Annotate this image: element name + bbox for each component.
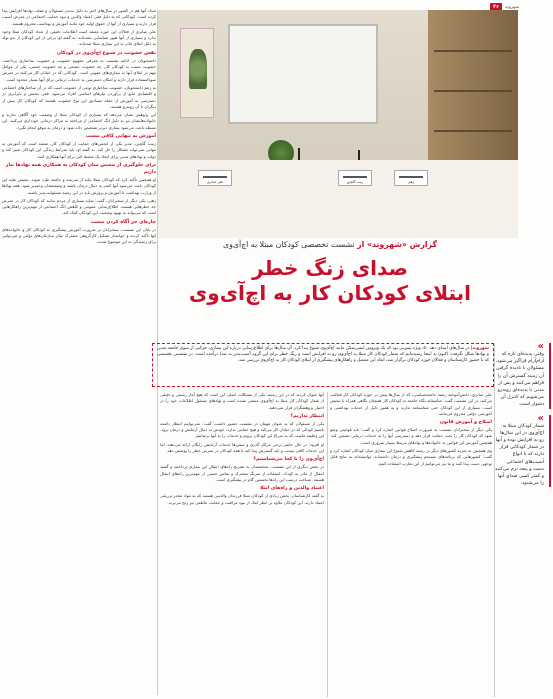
- subheading: چاره‌ای جز آگاه کردن نیست: [90, 219, 156, 225]
- pull-quote-sidebar: [495, 343, 551, 699]
- paragraph: آنها عنوان کردند که در این زمینه، یکی از مشکلات اصلی این است که هیچ آمار رسمی و دقیقی از شمار کودکان کار مبتلا به اچ‌آی‌وی منتشر نشده است و نهادهای مسئول اطلاعات خود را در اختیار پژوهشگران قرار نمی‌دهند.: [160, 392, 324, 410]
- paragraph: تعداد آنها هم در کشور در سال‌های اخیر به دلیل ندیدن مسئولان و غفلت نهادها افزایش پیدا کرده است. کودکانی که به دلیل فقر، اعتیاد والدین و نبود حمایت اجتماعی در معرض آسیب قرار دارند و بسیاری از آنها از حقوق اولیه خود مانند آموزش و بهداشت محروم هستند.: [2, 8, 156, 26]
- paragraph: به گفته کارشناسان، بخش زیادی از کودکان مبتلا فرزندان والدینی هستند که به مواد مخدر تزریقی اعتیاد دارند. این کودکان علاوه بر خطر ابتلا، از نبود مراقبت و حمایت عاطفی نیز رنج می‌برند.: [160, 493, 324, 505]
- headline-line2: ابتلای کودکان کار به اچ‌آی‌وی: [188, 281, 472, 305]
- subheading: انتظار نداریم؟: [290, 413, 324, 419]
- emblem-icon: [189, 49, 207, 89]
- paragraph: علی صابری، دانش‌آموخته رشته جامعه‌شناسی، که از سال‌ها پیش در حوزه کودکان کار فعالیت می‌کند، در این نشست گفت: متأسفانه نگاه جامعه به کودکان کار همچنان نگاهی همراه با تبعیض است. بسیاری از این کودکان حتی شناسنامه ندارند و به همین دلیل از خدمات بهداشتی و آموزشی دولتی محروم می‌مانند.: [330, 392, 492, 416]
- left-column: [2, 8, 156, 699]
- paragraph: در بخش دیگری از این نشست، متخصصان به تشریح راه‌های انتقال این بیماری پرداختند و گفتند انتقال از مادر به کودک، استفاده از سرنگ مشترک و تماس جنسی از مهم‌ترین راه‌های انتقال هستند. شناخت درست این راه‌ها نخستین گام در پیشگیری است.: [160, 464, 324, 482]
- subheading: آموزش به تنهایی کافی نیست: [85, 134, 156, 140]
- paragraph: وی همچنین به تجربه کشورهای دیگر در زمینه کاهش شیوع این بیماری میان کودکان اشاره کرد و گفت: کشورهایی که برنامه‌های منسجم پیشگیری و درمان داشته‌اند، توانسته‌اند به نتایج قابل توجهی دست پیدا کنند و ما نیز می‌توانیم از این تجارب استفاده کنیم.: [330, 448, 492, 466]
- kicker: گزارش «شهروند» از نشست تخصصی کودکان مبتلا به اچ‌آی‌وی: [222, 240, 437, 249]
- paragraph: او افزود: در حال حاضر برخی مراکز گذری و سمن‌ها خدمات آزمایش رایگان ارائه می‌دهند، اما این خدمات کافی نیست و باید گسترش پیدا کند تا همه کودکان در معرض خطر را پوشش دهد.: [160, 441, 324, 454]
- subheading: برای جلوگیری از تبعیض میان کودکان به همکاری همه نهادها نیاز داریم: [5, 162, 156, 175]
- right-column: [330, 392, 492, 697]
- subheading: اچ‌آی‌وی را تا کجا می‌شناسیم؟: [253, 457, 324, 463]
- pull-quote: » وقتی پدیده‌ای تازه که آرام‌آرام فراگیر می‌شود، مسئولان با نادیده گرفتن آن زمینه گسترش آن را فراهم می‌کنند و پس از مدتی با پدیده‌ای روبه‌رو می‌شویم که کنترل آن دشوار است.: [495, 343, 551, 409]
- namecard-middle: زینب گلچین: [338, 170, 372, 186]
- subheading: نقش خشونت در شیوع اچ‌آی‌وی در کودکان: [56, 50, 156, 56]
- quote-mark-icon: »: [537, 412, 544, 424]
- quote-mark-icon: »: [537, 341, 544, 352]
- article-lead: شهروند| در سال‌های ابتدای دهه ۵۰، ویژه پیتیرنی بود که یک ویروس ایمنی‌شکن مانند اچ‌آی‌وی شیوع پیدا کرد. آن سال‌ها برای اطلاع‌رسانی درباره این بیماری، حرکتی از سوی جامعه مدنی و نهادها شکل نگرفت. اکنون به اینجا رسیده‌ایم که شمار کودکان کار مبتلا به اچ‌آی‌وی رو به افزایش است و زنگ خطر برای این گروه آسیب‌پذیر به صدا درآمده است. در نشستی تخصصی که با حضور کارشناسان و فعالان حوزه کودکان برگزار شد، ابعاد این معضل و راهکارهای پیشگیری از ابتلای کودکان کار به اچ‌آی‌وی بررسی شد.: [152, 343, 494, 387]
- pull-quote: » شمار کودکان مبتلا به اچ‌آی‌وی در این سال‌ها رو به افزایش بوده و آنها در شمار کودکانی قرار دارند که با انواع آسیب‌های اجتماعی دست و پنجه نرم می‌کنند و کمتر کسی صدای آنها را می‌شنود.: [495, 415, 551, 488]
- paragraph: او همچنین تأکید کرد که کودکان مبتلا نباید از مدرسه و جامعه طرد شوند. تبعیض علیه این کودکان باعث می‌شود آنها کمتر به دنبال درمان باشند و وضعیتشان وخیم‌تر شود. همه نهادها از وزارت بهداشت تا آموزش و پرورش باید در این زمینه مسئولیت‌پذیر باشند.: [2, 176, 156, 195]
- paragraph: زینب گلچین، مدیر یکی از انجمن‌های حمایت از کودکان کار، معتقد است که آموزش به تنهایی نمی‌تواند مشکل را حل کند. به گفته او، باید شرایط زندگی این کودکان تغییر کند و دولت و نهادهای مدنی برای ایجاد یک محیط امن برای آنها همکاری کنند.: [2, 141, 156, 159]
- namecard-left: علی صابری: [198, 170, 232, 186]
- paragraph: این پژوهش نشان می‌دهد که بسیاری از کودکان مبتلا از وضعیت خود آگاهی ندارند و خانواده‌هایشان نیز به دلیل انگ اجتماعی از مراجعه به مراکز درمانی خودداری می‌کنند. این مسئله باعث می‌شود بیماری دیرتر تشخیص داده شود و درمان به موقع انجام نگیرد.: [2, 112, 156, 130]
- namecard-right: رهبر: [394, 170, 428, 186]
- section-label: شهروند: [505, 4, 520, 10]
- paragraph: در پایان این نشست، سخنرانان بر ضرورت آموزش پیشگیری به کودکان کار و خانواده‌های آنها تأکید کردند و خواستار تشکیل کارگروهی مشترک میان سازمان‌های دولتی و غیردولتی برای رسیدگی به این موضوع شدند.: [2, 226, 156, 245]
- paragraph: به زعم دانشجویان، خشونت ساختاری نوعی از خشونت است که در آن ساختارهای اجتماعی و اقتصادی مانع از برآوردن نیازهای اساسی افراد می‌شود. فقر، تبعیض و نابرابری در دسترسی به آموزش از جمله مصادیق این نوع خشونت هستند که کودکان کار بیش از دیگران با آن روبه‌رو هستند.: [2, 84, 156, 109]
- column-divider: [327, 392, 328, 697]
- projection-screen: [228, 24, 378, 124]
- paragraph: دانشجویان در ادامه نشست به معرفی مفهوم خشونت و خشونت ساختاری پرداختند. خشونت نسبت به کودکان کار، چه خشونت جسمی و چه خشونت جنسی، یکی از عوامل مهم در ابتلای آنها به بیماری‌های عفونی است. کودکانی که در خیابان کار می‌کنند در معرض سوءاستفاده قرار دارند و امکان دسترسی به خدمات درمانی برای آنها بسیار محدود است.: [2, 57, 156, 82]
- paragraph: رهبر، یکی دیگر از سخنرانان، گفت: شاید بسیاری از مردم ندانند که کودکان کار در معرض چه خطرهایی هستند. اطلاع‌رسانی عمومی و کاهش انگ اجتماعی از مهم‌ترین راهکارهایی است که می‌تواند به بهبود وضعیت این کودکان کمک کند.: [2, 197, 156, 216]
- subheading: اصلاح و آموزش قانون: [439, 420, 492, 426]
- paragraph: یکی دیگر از سخنرانان نشست به ضرورت اصلاح قوانین اشاره کرد و گفت: باید قوانینی وضع شود که کودکان کار را تحت حمایت قرار دهد و دسترسی آنها را به خدمات درمانی تضمین کند. همچنین آموزش این قوانین به خانواده‌ها و نهادهای مرتبط بسیار ضروری است.: [330, 427, 492, 445]
- subheading: اعتیاد والدین و راه‌های ابتلا: [260, 486, 324, 492]
- headline: [140, 256, 520, 306]
- middle-column: [160, 392, 324, 697]
- emblem-panel: [180, 28, 214, 118]
- headline-line1: صدای زنگ خطر: [252, 256, 408, 280]
- paragraph: یکی از مسئولان که به عنوان مهمان در نشست حضور داشت، گفت: نمی‌توانیم انتظار داشته باشیم کودکی که در خیابان کار می‌کند و هیچ حمایتی ندارد، خودش به دنبال آزمایش و درمان برود. این وظیفه ماست که به سراغ این کودکان برویم و خدمات را به آنها برسانیم.: [160, 420, 324, 439]
- event-photo: [158, 10, 518, 238]
- page-number: ۴۶: [490, 3, 502, 11]
- article-title-block: [140, 240, 520, 340]
- paragraph: علی صابری از فعالان این حوزه معتقد است اطلاعات دقیقی از تعداد کودکان مبتلا وجود ندارد و بسیاری از آنها هنوز شناسایی نشده‌اند. به گفته او، برخی از این کودکان از بدو تولد به دلیل ابتلای مادر به این بیماری مبتلا شده‌اند.: [2, 28, 156, 47]
